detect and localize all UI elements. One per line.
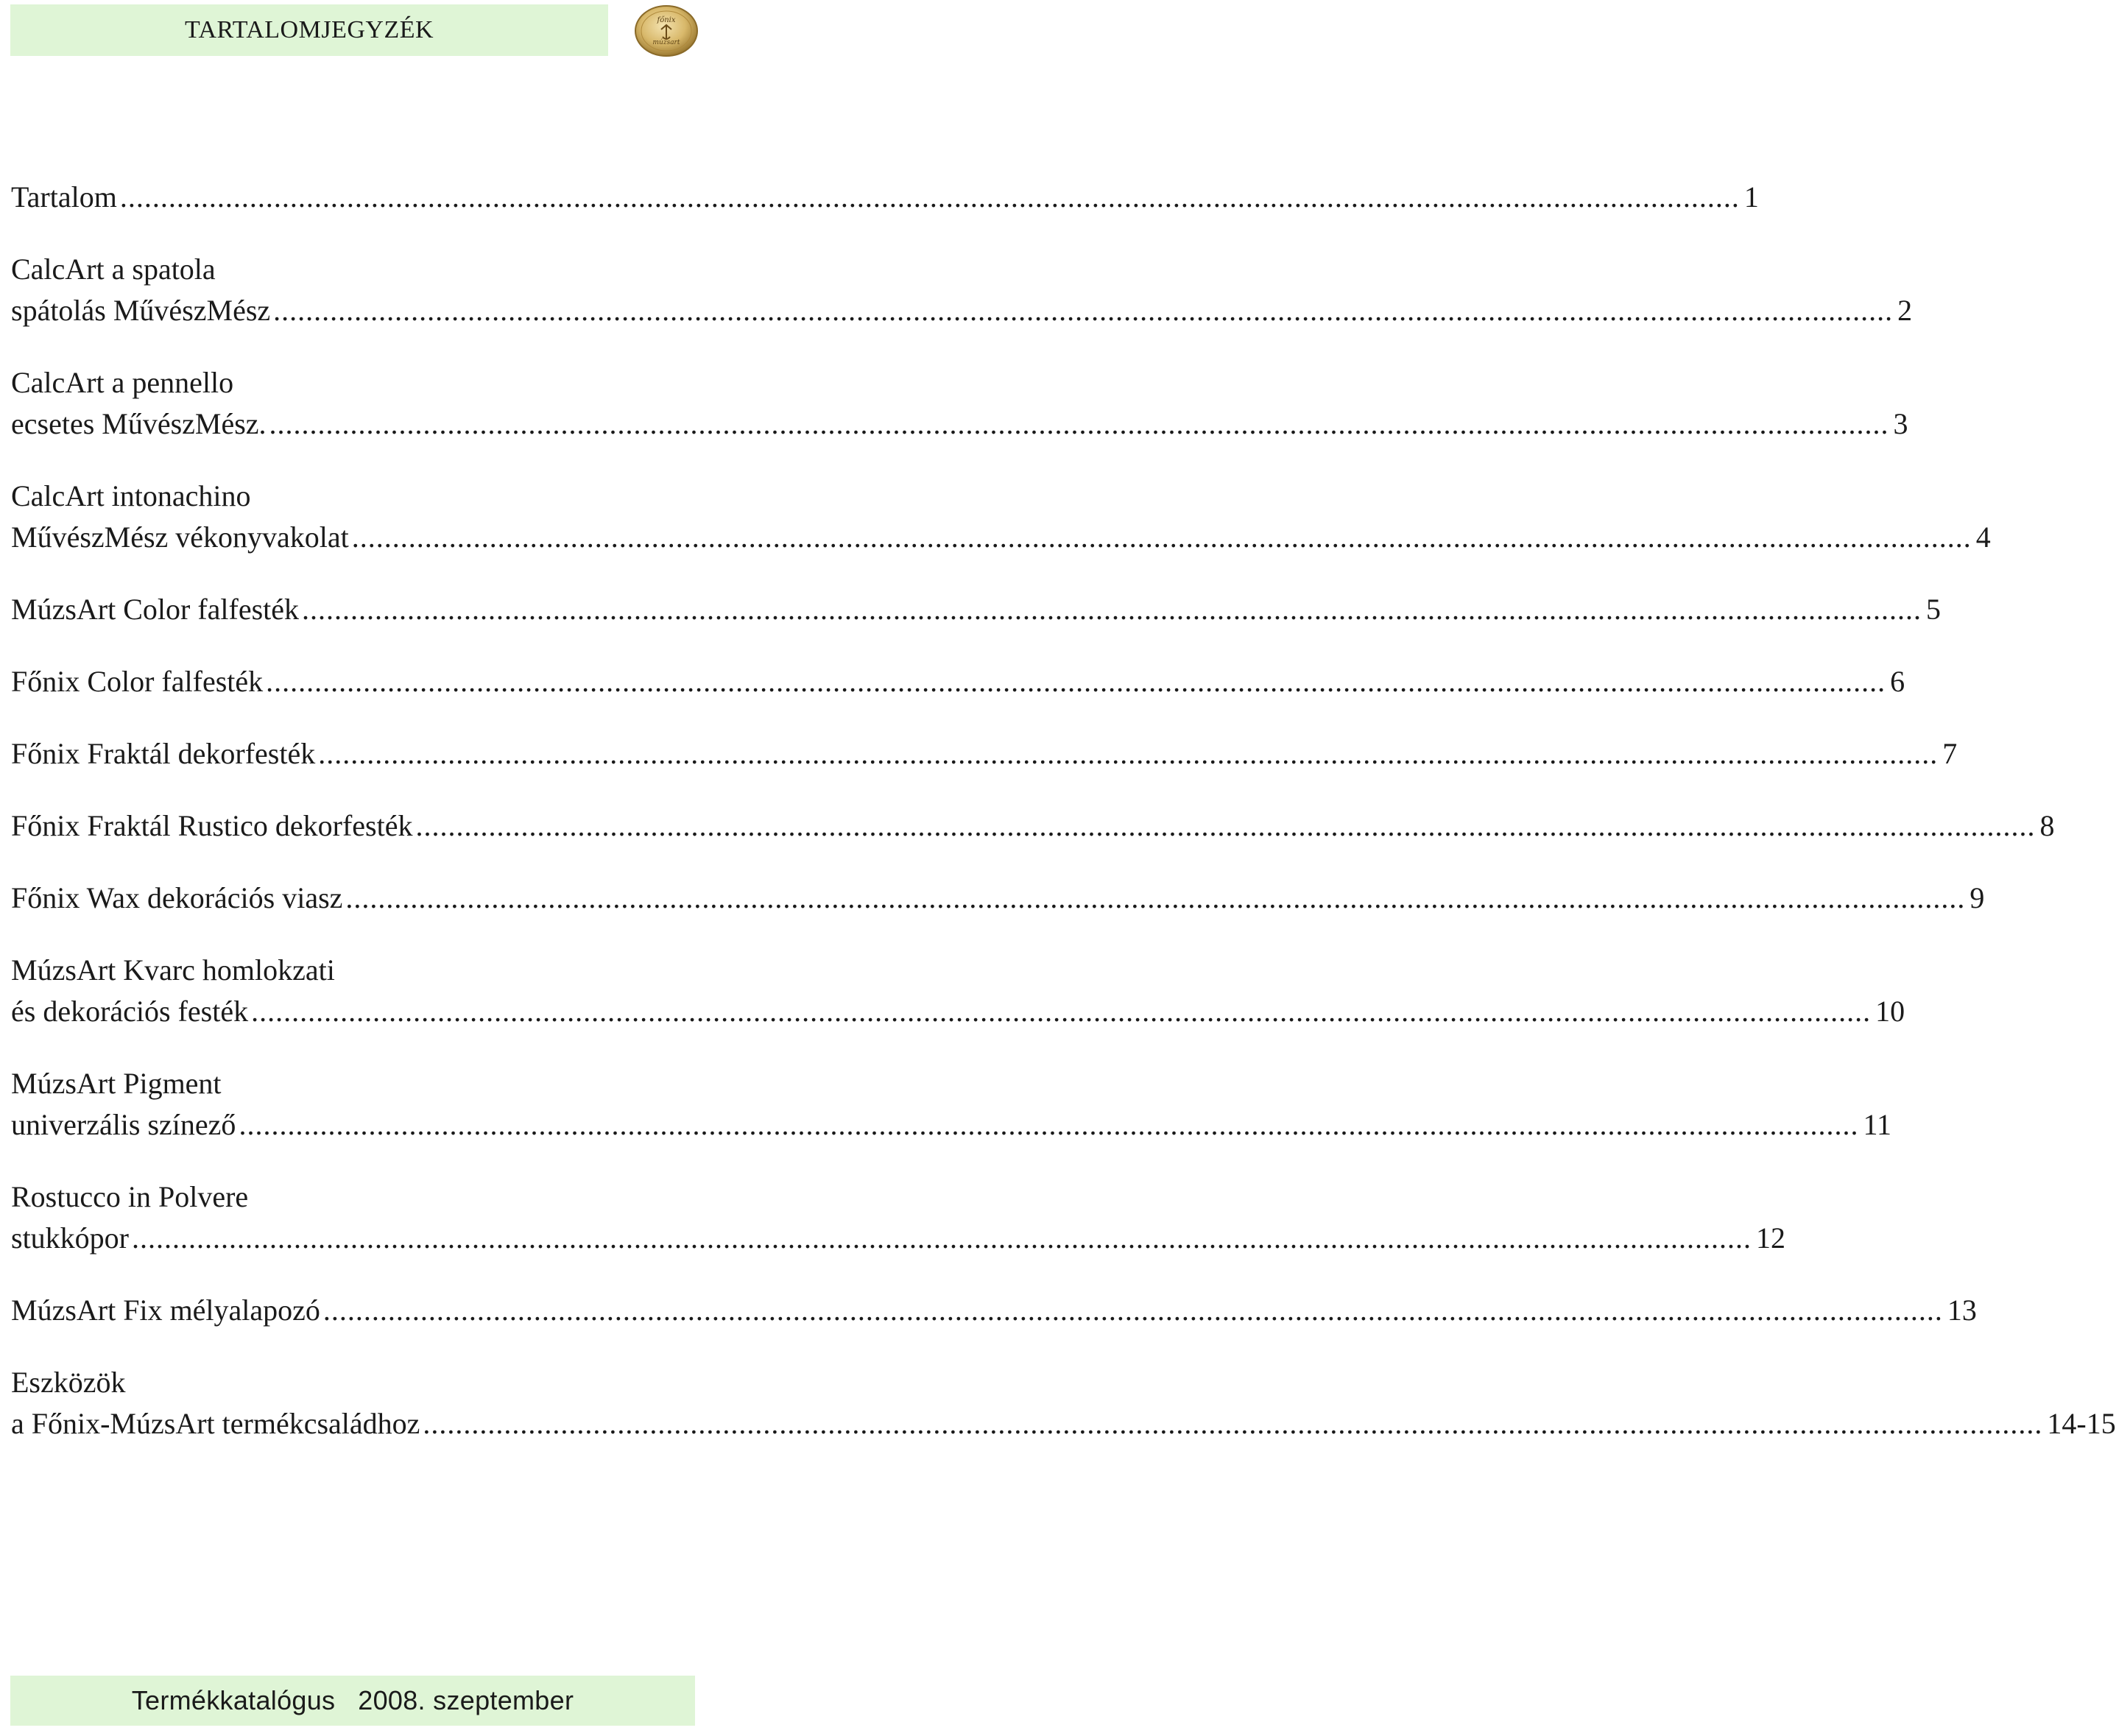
toc-dot-leader: ........................................................................................................................................................................................................ (345, 881, 1966, 914)
toc-entry-title: Főnix Fraktál dekorfesték (11, 737, 316, 770)
toc-entry-page-number: 8 (2039, 809, 2055, 842)
toc-entry-title-line: CalcArt a pennello (11, 366, 234, 399)
toc-entry-leader-line (11, 991, 1905, 1032)
toc-entry-leader-line (11, 177, 1759, 218)
toc-entry-title: MűvészMész vékonyvakolat (11, 521, 349, 554)
toc-entry-page-number: 3 (1893, 407, 1908, 440)
table-of-contents (11, 177, 2116, 1475)
toc-entry-page-number: 7 (1942, 737, 1958, 770)
toc-entry[interactable] (11, 362, 1908, 445)
toc-entry-title-line: CalcArt intonachino (11, 479, 251, 512)
toc-entry-leader-line (11, 733, 1958, 775)
toc-entry-leader-line (11, 290, 1913, 331)
footer-text: Termékkatalógus 2008. szeptember (131, 1685, 574, 1715)
toc-entry[interactable] (11, 805, 2055, 847)
toc-entry[interactable] (11, 249, 1913, 331)
toc-entry-page-number: 1 (1743, 180, 1759, 214)
toc-entry-title: spátolás MűvészMész (11, 294, 271, 327)
toc-entry-page-number: 13 (1947, 1294, 1977, 1327)
toc-entry[interactable] (11, 1362, 2116, 1444)
toc-entry-leader-line (11, 517, 1991, 558)
toc-entry-title: Főnix Color falfesték (11, 665, 264, 698)
toc-dot-leader: ........................................................................................................................................................................................................ (415, 809, 2036, 842)
toc-entry[interactable] (11, 661, 1905, 702)
toc-entry-title-line: MúzsArt Kvarc homlokzati (11, 953, 335, 987)
toc-entry-leader-line (11, 1403, 2116, 1444)
toc-entry-page-number: 10 (1875, 995, 1905, 1028)
toc-entry-title: ecsetes MűvészMész. (11, 407, 267, 440)
toc-dot-leader: ........................................................................................................................................................................................................ (273, 294, 1894, 327)
toc-entry[interactable] (11, 1290, 1977, 1331)
toc-dot-leader: ........................................................................................................................................................................................................ (302, 593, 1922, 626)
toc-dot-leader: ........................................................................................................................................................................................................ (351, 521, 1972, 554)
toc-dot-leader: ........................................................................................................................................................................................................ (269, 407, 1889, 440)
toc-entry-page-number: 5 (1926, 593, 1942, 626)
toc-entry-title: a Főnix-MúzsArt termékcsaládhoz (11, 1407, 420, 1440)
toc-entry[interactable] (11, 177, 1759, 218)
toc-dot-leader: ........................................................................................................................................................................................................ (322, 1294, 1943, 1327)
toc-dot-leader: ........................................................................................................................................................................................................ (239, 1108, 1859, 1141)
toc-entry-leader-line (11, 1104, 1891, 1146)
toc-entry-title-line: Rostucco in Polvere (11, 1180, 249, 1213)
fonix-muzsart-logo-icon (633, 3, 699, 59)
toc-entry-page-number: 6 (1890, 665, 1905, 698)
toc-entry-title: MúzsArt Fix mélyalapozó (11, 1294, 320, 1327)
toc-entry-page-number: 4 (1975, 521, 1991, 554)
toc-entry[interactable] (11, 950, 1905, 1032)
toc-dot-leader: ........................................................................................................................................................................................................ (119, 180, 1740, 214)
toc-entry[interactable] (11, 589, 1942, 630)
toc-dot-leader: ........................................................................................................................................................................................................ (318, 737, 1939, 770)
toc-entry-title: Főnix Wax dekorációs viasz (11, 881, 343, 914)
toc-entry[interactable] (11, 1063, 1891, 1146)
toc-entry-title-line: Eszközök (11, 1366, 126, 1399)
toc-entry-leader-line (11, 589, 1942, 630)
toc-entry-title-line: CalcArt a spatola (11, 253, 216, 286)
toc-entry-title: MúzsArt Color falfesték (11, 593, 300, 626)
toc-dot-leader: ........................................................................................................................................................................................................ (132, 1221, 1752, 1255)
toc-entry-leader-line (11, 1290, 1977, 1331)
toc-entry-title: Főnix Fraktál Rustico dekorfesték (11, 809, 413, 842)
toc-entry-title: Tartalom (11, 180, 117, 214)
toc-entry-leader-line (11, 805, 2055, 847)
toc-entry-leader-line (11, 1218, 1785, 1259)
page-title: TARTALOMJEGYZÉK (184, 16, 434, 43)
footer-band (10, 1676, 695, 1726)
toc-entry-title: stukkópor (11, 1221, 129, 1255)
toc-entry-page-number: 11 (1863, 1108, 1891, 1141)
header-band (10, 4, 608, 56)
toc-entry[interactable] (11, 878, 1985, 919)
toc-entry[interactable] (11, 476, 1991, 558)
toc-entry[interactable] (11, 733, 1958, 775)
toc-dot-leader: ........................................................................................................................................................................................................ (251, 995, 1872, 1028)
logo-text-bottom: múzsart (652, 39, 680, 46)
toc-entry-page-number: 9 (1969, 881, 1985, 914)
toc-entry[interactable] (11, 1176, 1785, 1259)
toc-entry-title: univerzális színező (11, 1108, 236, 1141)
toc-entry-page-number: 14-15 (2047, 1407, 2116, 1440)
toc-entry-title-line: MúzsArt Pigment (11, 1067, 222, 1100)
toc-entry-page-number: 2 (1897, 294, 1913, 327)
toc-entry-leader-line (11, 878, 1985, 919)
toc-dot-leader: ........................................................................................................................................................................................................ (266, 665, 1886, 698)
toc-entry-title: és dekorációs festék (11, 995, 249, 1028)
toc-entry-page-number: 12 (1756, 1221, 1785, 1255)
toc-dot-leader: ........................................................................................................................................................................................................ (423, 1407, 2043, 1440)
logo-text-top: főnix (657, 16, 676, 24)
toc-entry-leader-line (11, 403, 1908, 445)
toc-entry-leader-line (11, 661, 1905, 702)
